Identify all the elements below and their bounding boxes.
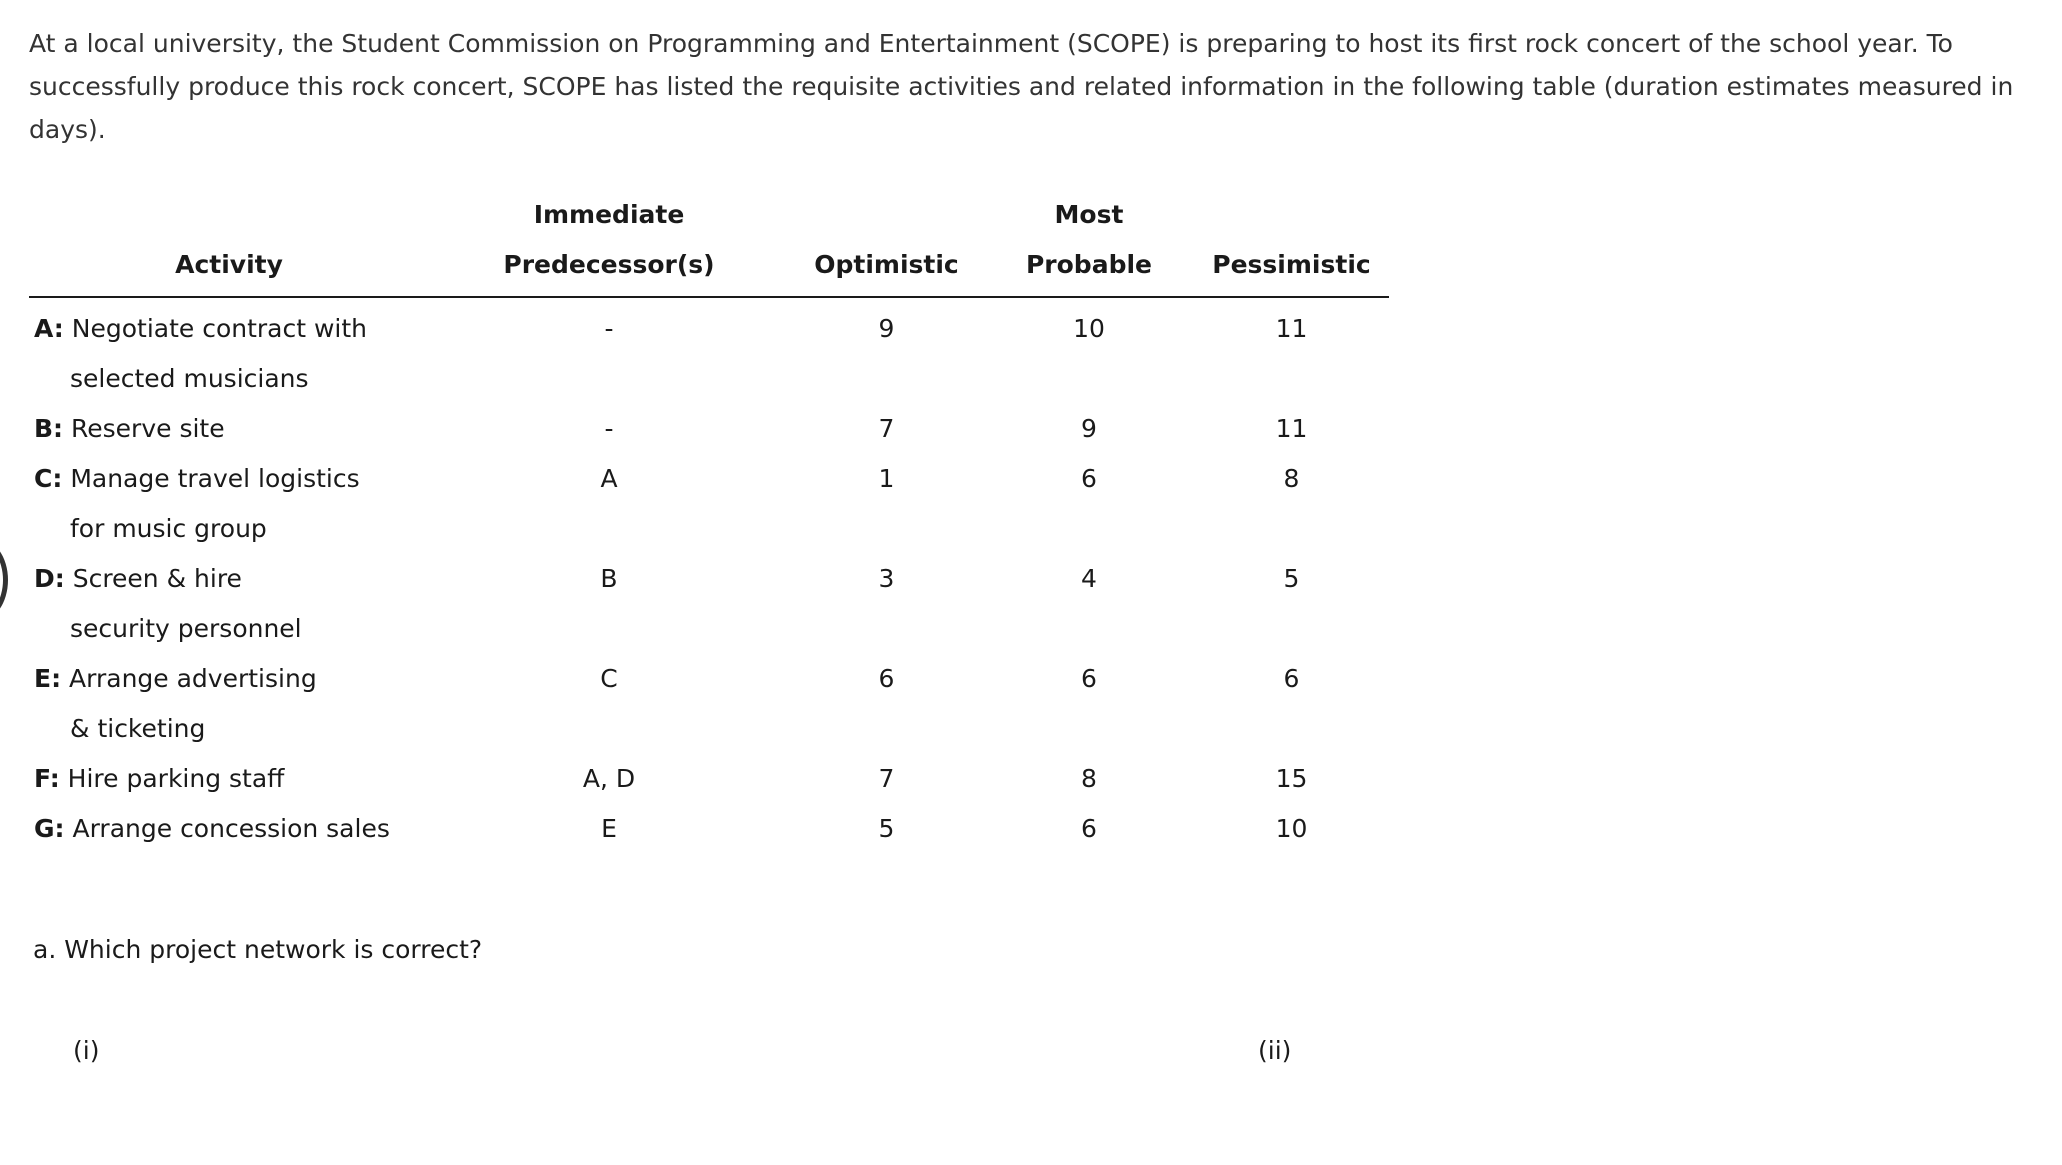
activity-desc-cont: selected musicians	[70, 364, 309, 393]
optimistic-cell: 6	[878, 664, 895, 693]
activity-table-container	[29, 190, 1389, 854]
pessimistic-cell: 5	[1283, 564, 1300, 593]
pessimistic-cell: 11	[1275, 314, 1308, 343]
predecessor-cell: B	[600, 564, 618, 593]
activity-code: G:	[34, 814, 65, 843]
activity-code: F:	[34, 764, 60, 793]
table-row-b	[29, 404, 1389, 454]
activity-desc: Screen & hire	[72, 564, 242, 593]
optimistic-cell: 7	[878, 764, 895, 793]
activity-code: D:	[34, 564, 65, 593]
predecessor-cell: A	[600, 464, 618, 493]
activity-desc: Negotiate contract with	[71, 314, 368, 343]
most-probable-cell: 9	[1081, 414, 1097, 443]
activity-cell	[29, 754, 429, 804]
optimistic-cell: 9	[878, 314, 895, 343]
activity-code: E:	[34, 664, 62, 693]
activity-code: A:	[34, 314, 64, 343]
activity-cell	[29, 654, 429, 754]
activity-desc: Reserve site	[71, 414, 225, 443]
activity-desc-cont: & ticketing	[70, 714, 206, 743]
predecessor-cell: E	[601, 814, 617, 843]
optimistic-cell: 1	[878, 464, 895, 493]
activity-cell	[29, 454, 429, 554]
optimistic-cell: 3	[878, 564, 895, 593]
header-predecessors: Immediate Predecessor(s)	[429, 190, 789, 297]
activity-desc: Hire parking staff	[67, 764, 285, 793]
table-row-a	[29, 297, 1389, 404]
activity-desc-cont: for music group	[70, 514, 267, 543]
activity-code: B:	[34, 414, 64, 443]
most-probable-cell: 6	[1081, 664, 1097, 693]
table-header-row	[29, 190, 1389, 297]
pessimistic-cell: 15	[1275, 764, 1308, 793]
option-ii-label[interactable]: (ii)	[1258, 1036, 1292, 1065]
table-row-g	[29, 804, 1389, 854]
radio-circle-edge	[0, 538, 8, 622]
header-optimistic: Optimistic	[789, 190, 984, 297]
pessimistic-cell: 11	[1275, 414, 1308, 443]
most-probable-cell: 6	[1081, 814, 1097, 843]
activity-cell	[29, 804, 429, 854]
pessimistic-cell: 6	[1283, 664, 1300, 693]
pessimistic-cell: 10	[1275, 814, 1308, 843]
activity-cell	[29, 297, 429, 404]
activity-code: C:	[34, 464, 63, 493]
intro-paragraph: At a local university, the Student Commission on Programming and Entertainment (SCOPE) is preparing to host its first rock concert of the school year. To successfully produce this rock concert, SCOPE has listed the requisite activities and related information in the following table (duration estimates measured in days).	[29, 29, 2014, 144]
predecessor-cell: C	[600, 664, 618, 693]
optimistic-cell: 7	[878, 414, 895, 443]
table-row-c	[29, 454, 1389, 554]
header-pessimistic: Pessimistic	[1194, 190, 1389, 297]
header-most-probable: Most Probable	[984, 190, 1194, 297]
optimistic-cell: 5	[878, 814, 895, 843]
activity-cell	[29, 404, 429, 454]
activity-cell	[29, 554, 429, 654]
most-probable-cell: 8	[1081, 764, 1097, 793]
predecessor-cell: -	[604, 414, 614, 443]
activity-desc: Manage travel logistics	[70, 464, 360, 493]
most-probable-cell: 4	[1081, 564, 1097, 593]
question-text: a. Which project network is correct?	[33, 935, 483, 964]
predecessor-cell: A, D	[582, 764, 636, 793]
activity-desc-cont: security personnel	[70, 614, 302, 643]
most-probable-cell: 10	[1073, 314, 1105, 343]
activity-table	[29, 190, 1389, 854]
table-row-d	[29, 554, 1389, 654]
predecessor-cell: -	[604, 314, 614, 343]
table-row-f	[29, 754, 1389, 804]
header-activity: Activity	[29, 190, 429, 297]
pessimistic-cell: 8	[1283, 464, 1300, 493]
table-row-e	[29, 654, 1389, 754]
activity-desc: Arrange advertising	[69, 664, 317, 693]
activity-desc: Arrange concession sales	[72, 814, 390, 843]
option-i-label[interactable]: (i)	[73, 1036, 100, 1065]
most-probable-cell: 6	[1081, 464, 1097, 493]
